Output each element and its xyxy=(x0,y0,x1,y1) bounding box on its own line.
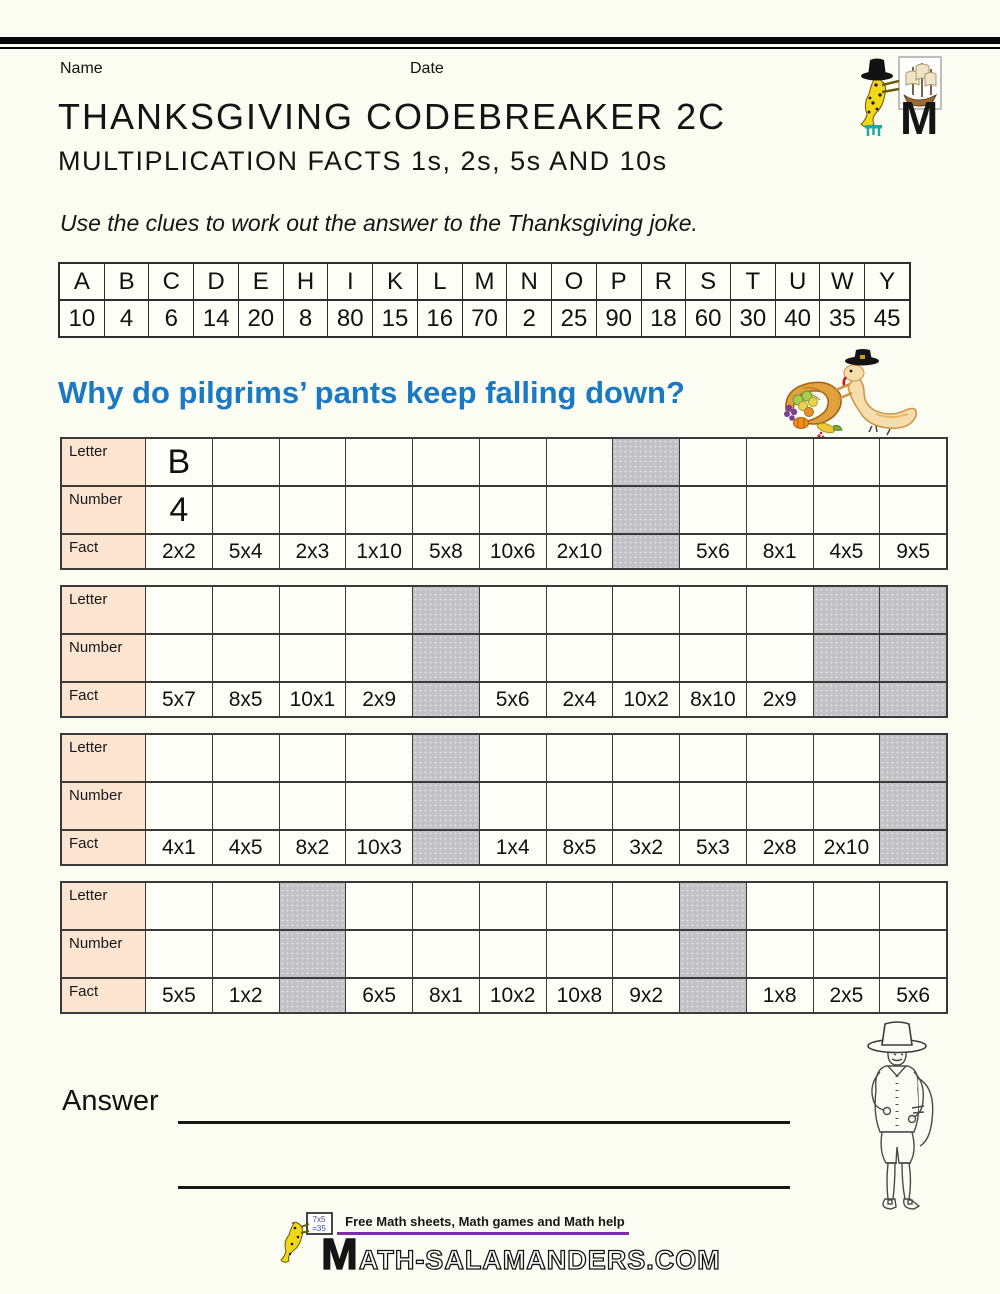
fact-cell: 3x2 xyxy=(613,831,680,864)
fact-row-label: Fact xyxy=(62,535,146,568)
worksheet-subtitle: MULTIPLICATION FACTS 1s, 2s, 5s AND 10s xyxy=(58,146,668,176)
fact-cell: 5x6 xyxy=(896,983,931,1007)
letter-blank-cell[interactable] xyxy=(547,587,614,633)
letter-blank-cell[interactable] xyxy=(747,883,814,929)
number-blank-cell[interactable] xyxy=(547,783,614,829)
number-blank-cell[interactable] xyxy=(480,931,547,977)
shaded-cell xyxy=(413,783,480,829)
code-letter-cell: D xyxy=(194,264,239,299)
fact-cell: 1x10 xyxy=(346,535,413,568)
code-number-cell: 10 xyxy=(60,301,105,336)
shaded-cell xyxy=(280,979,347,1012)
footer-tagline: Free Math sheets, Math games and Math help xyxy=(337,1210,629,1235)
fact-cell: 2x3 xyxy=(280,535,347,568)
code-number-cell: 6 xyxy=(149,301,194,336)
number-blank-cell[interactable] xyxy=(213,635,280,681)
shaded-cell xyxy=(880,683,946,716)
fact-cell: 1x8 xyxy=(747,979,814,1012)
code-number-cell: 18 xyxy=(642,301,687,336)
shaded-cell xyxy=(880,831,946,864)
letter-blank-cell[interactable] xyxy=(213,439,280,485)
joke-question: Why do pilgrims’ pants keep falling down? xyxy=(58,375,685,410)
number-blank-cell[interactable] xyxy=(346,783,413,829)
letter-blank-cell[interactable] xyxy=(680,587,747,633)
number-blank-cell[interactable] xyxy=(680,783,747,829)
letter-blank-cell[interactable] xyxy=(280,439,347,485)
letter-blank-cell[interactable] xyxy=(413,883,480,929)
number-blank-cell[interactable] xyxy=(747,635,814,681)
letter-value-cell: B xyxy=(146,439,213,485)
number-blank-cell[interactable] xyxy=(146,931,213,977)
fact-cell: 10x8 xyxy=(547,979,614,1012)
fact-cell: 8x1 xyxy=(747,535,814,568)
code-letter-cell: R xyxy=(642,264,687,299)
code-letter-cell: U xyxy=(776,264,821,299)
codebreaker-grid-1 xyxy=(60,437,948,570)
board-fact-line1: 7x5 xyxy=(312,1215,326,1224)
fact-row-label: Fact xyxy=(62,683,146,716)
shaded-cell xyxy=(880,587,946,633)
fact-cell: 10x1 xyxy=(280,683,347,716)
top-rule-thin xyxy=(0,47,1000,49)
code-letter-cell: B xyxy=(105,264,150,299)
shaded-cell xyxy=(413,683,480,716)
code-letter-cell: L xyxy=(418,264,463,299)
number-blank-cell[interactable] xyxy=(213,487,280,533)
fact-cell: 5x4 xyxy=(213,535,280,568)
letter-blank-cell[interactable] xyxy=(747,587,814,633)
number-blank-cell[interactable] xyxy=(814,783,881,829)
shaded-cell xyxy=(814,587,881,633)
number-row-label: Number xyxy=(62,931,146,977)
salamander-mayflower-logo-icon xyxy=(855,54,947,138)
fact-cell: 9x2 xyxy=(613,979,680,1012)
number-blank-cell[interactable] xyxy=(547,635,614,681)
number-blank-cell[interactable] xyxy=(680,635,747,681)
letter-blank-cell[interactable] xyxy=(413,439,480,485)
number-row-label: Number xyxy=(62,783,146,829)
fact-cell: 1x2 xyxy=(213,979,280,1012)
letter-blank-cell[interactable] xyxy=(146,735,213,781)
codebreaker-grid-4 xyxy=(60,881,948,1014)
cornucopia-salamander-icon xyxy=(776,348,922,440)
code-number-cell: 80 xyxy=(328,301,373,336)
letter-number-code-table xyxy=(58,262,911,338)
number-blank-cell[interactable] xyxy=(413,487,480,533)
letter-blank-cell[interactable] xyxy=(280,735,347,781)
letter-blank-cell[interactable] xyxy=(346,587,413,633)
shaded-cell xyxy=(680,979,747,1012)
code-number-cell: 14 xyxy=(194,301,239,336)
fact-cell: 10x3 xyxy=(346,831,413,864)
number-value-cell: 4 xyxy=(146,487,213,533)
footer xyxy=(0,1210,1000,1279)
code-number-cell: 90 xyxy=(597,301,642,336)
letter-blank-cell[interactable] xyxy=(547,883,614,929)
shaded-cell xyxy=(680,931,747,977)
letter-blank-cell[interactable] xyxy=(613,735,680,781)
shaded-cell xyxy=(413,587,480,633)
number-row-label: Number xyxy=(62,487,146,533)
name-field-label: Name xyxy=(60,60,103,77)
code-table-letter-row xyxy=(60,264,909,299)
fact-cell: 2x2 xyxy=(146,535,213,568)
shaded-cell xyxy=(413,831,480,864)
code-letter-cell: E xyxy=(239,264,284,299)
letter-blank-cell[interactable] xyxy=(680,439,747,485)
code-number-cell: 2 xyxy=(507,301,552,336)
number-row-label: Number xyxy=(62,635,146,681)
fact-cell: 8x1 xyxy=(413,979,480,1012)
fact-cell: 5x6 xyxy=(680,535,747,568)
letter-blank-cell[interactable] xyxy=(213,883,280,929)
shaded-cell xyxy=(413,735,480,781)
shaded-cell xyxy=(880,635,946,681)
number-blank-cell[interactable] xyxy=(346,931,413,977)
number-blank-cell[interactable] xyxy=(480,635,547,681)
code-number-cell: 4 xyxy=(105,301,150,336)
fact-cell: 2x4 xyxy=(547,683,614,716)
fact-cell: 8x5 xyxy=(547,831,614,864)
fact-cell: 6x5 xyxy=(346,979,413,1012)
code-letter-cell: P xyxy=(597,264,642,299)
fact-cell: 2x10 xyxy=(814,831,881,864)
letter-blank-cell[interactable] xyxy=(480,883,547,929)
code-table-number-row xyxy=(60,299,909,336)
letter-blank-cell[interactable] xyxy=(747,439,814,485)
number-blank-cell[interactable] xyxy=(613,783,680,829)
fact-cell: 4x5 xyxy=(814,535,881,568)
number-blank-cell[interactable] xyxy=(280,783,347,829)
code-letter-cell: O xyxy=(552,264,597,299)
number-blank-cell[interactable] xyxy=(880,487,946,533)
letter-blank-cell[interactable] xyxy=(346,883,413,929)
code-number-cell: 30 xyxy=(731,301,776,336)
number-blank-cell[interactable] xyxy=(814,487,881,533)
code-number-cell: 70 xyxy=(463,301,508,336)
answer-label: Answer xyxy=(62,1085,159,1117)
letter-row-label: Letter xyxy=(62,587,146,633)
code-letter-cell: N xyxy=(507,264,552,299)
fact-cell: 9x5 xyxy=(896,539,931,563)
code-letter-cell: H xyxy=(284,264,329,299)
fact-cell: 10x6 xyxy=(480,535,547,568)
number-blank-cell[interactable] xyxy=(346,487,413,533)
fact-cell: 2x10 xyxy=(547,535,614,568)
letter-blank-cell[interactable] xyxy=(547,735,614,781)
letter-blank-cell[interactable] xyxy=(480,735,547,781)
code-letter-cell: C xyxy=(149,264,194,299)
fact-cell: 8x2 xyxy=(280,831,347,864)
shaded-cell xyxy=(814,635,881,681)
letter-blank-cell[interactable] xyxy=(880,439,946,485)
letter-blank-cell[interactable] xyxy=(346,735,413,781)
fact-cell: 4x5 xyxy=(213,831,280,864)
fact-cell: 2x8 xyxy=(747,831,814,864)
shaded-cell xyxy=(280,883,347,929)
fact-cell: 4x1 xyxy=(146,831,213,864)
code-number-cell: 40 xyxy=(776,301,821,336)
footer-site-name[interactable]: MATH-SALAMANDERS.COM xyxy=(321,1230,721,1279)
fact-row-label: Fact xyxy=(62,831,146,864)
shaded-cell xyxy=(613,487,680,533)
code-number-cell: 16 xyxy=(418,301,463,336)
worksheet-title: THANKSGIVING CODEBREAKER 2C xyxy=(58,96,727,137)
code-number-cell: 60 xyxy=(686,301,731,336)
letter-blank-cell[interactable] xyxy=(613,883,680,929)
code-letter-cell: S xyxy=(686,264,731,299)
letter-blank-cell[interactable] xyxy=(880,883,946,929)
letter-blank-cell[interactable] xyxy=(146,587,213,633)
letter-blank-cell[interactable] xyxy=(213,735,280,781)
letter-blank-cell[interactable] xyxy=(547,439,614,485)
instruction-text: Use the clues to work out the answer to the Thanksgiving joke. xyxy=(60,210,698,236)
fact-cell: 2x9 xyxy=(346,683,413,716)
letter-blank-cell[interactable] xyxy=(480,587,547,633)
fact-cell: 5x5 xyxy=(146,979,213,1012)
letter-blank-cell[interactable] xyxy=(480,439,547,485)
shaded-cell xyxy=(680,883,747,929)
letter-blank-cell[interactable] xyxy=(680,735,747,781)
number-blank-cell[interactable] xyxy=(480,783,547,829)
code-letter-cell: A xyxy=(60,264,105,299)
top-rule-thick xyxy=(0,37,1000,44)
number-blank-cell[interactable] xyxy=(480,487,547,533)
shaded-cell xyxy=(880,783,946,829)
letter-blank-cell[interactable] xyxy=(346,439,413,485)
letter-blank-cell[interactable] xyxy=(146,883,213,929)
answer-blank-line-1[interactable] xyxy=(178,1121,790,1124)
number-blank-cell[interactable] xyxy=(213,931,280,977)
number-blank-cell[interactable] xyxy=(747,487,814,533)
date-field-label: Date xyxy=(410,60,444,77)
code-number-cell: 20 xyxy=(239,301,284,336)
number-blank-cell[interactable] xyxy=(613,635,680,681)
letter-blank-cell[interactable] xyxy=(814,883,881,929)
fact-cell: 5x7 xyxy=(146,683,213,716)
codebreaker-grid-3 xyxy=(60,733,948,866)
code-letter-cell: M xyxy=(463,264,508,299)
number-blank-cell[interactable] xyxy=(280,635,347,681)
letter-blank-cell[interactable] xyxy=(747,735,814,781)
number-blank-cell[interactable] xyxy=(747,783,814,829)
shaded-cell xyxy=(613,535,680,568)
number-blank-cell[interactable] xyxy=(814,931,881,977)
number-blank-cell[interactable] xyxy=(547,931,614,977)
shaded-cell xyxy=(613,439,680,485)
fact-cell: 5x6 xyxy=(480,683,547,716)
code-letter-cell: T xyxy=(731,264,776,299)
fact-cell: 5x3 xyxy=(680,831,747,864)
fact-cell: 5x8 xyxy=(413,535,480,568)
code-number-cell: 35 xyxy=(820,301,865,336)
code-number-cell: 8 xyxy=(284,301,329,336)
letter-blank-cell[interactable] xyxy=(213,587,280,633)
letter-blank-cell[interactable] xyxy=(814,735,881,781)
letter-blank-cell[interactable] xyxy=(613,587,680,633)
fact-cell: 10x2 xyxy=(480,979,547,1012)
code-number-cell: 25 xyxy=(552,301,597,336)
fact-cell: 8x10 xyxy=(680,683,747,716)
number-blank-cell[interactable] xyxy=(146,783,213,829)
letter-blank-cell[interactable] xyxy=(814,439,881,485)
fact-cell: 1x4 xyxy=(480,831,547,864)
number-blank-cell[interactable] xyxy=(680,487,747,533)
letter-row-label: Letter xyxy=(62,439,146,485)
number-blank-cell[interactable] xyxy=(280,487,347,533)
number-blank-cell[interactable] xyxy=(346,635,413,681)
board-fact-line2: =35 xyxy=(312,1224,326,1233)
number-blank-cell[interactable] xyxy=(613,931,680,977)
number-blank-cell[interactable] xyxy=(213,783,280,829)
number-blank-cell[interactable] xyxy=(146,635,213,681)
number-blank-cell[interactable] xyxy=(413,931,480,977)
shaded-cell xyxy=(280,931,347,977)
code-number-cell: 15 xyxy=(373,301,418,336)
shaded-cell xyxy=(814,683,881,716)
code-letter-cell: W xyxy=(820,264,865,299)
number-blank-cell[interactable] xyxy=(547,487,614,533)
letter-blank-cell[interactable] xyxy=(280,587,347,633)
code-number-cell: 45 xyxy=(873,304,901,332)
fact-cell: 2x9 xyxy=(747,683,814,716)
fact-row-label: Fact xyxy=(62,979,146,1012)
fact-cell: 10x2 xyxy=(613,683,680,716)
code-letter-cell: Y xyxy=(879,267,896,295)
shaded-cell xyxy=(880,735,946,781)
number-blank-cell[interactable] xyxy=(880,931,946,977)
answer-blank-line-2[interactable] xyxy=(178,1186,790,1189)
letter-row-label: Letter xyxy=(62,883,146,929)
shaded-cell xyxy=(413,635,480,681)
code-letter-cell: I xyxy=(328,264,373,299)
fact-cell: 8x5 xyxy=(213,683,280,716)
svg-text:M: M xyxy=(900,92,939,138)
fact-cell: 2x5 xyxy=(814,979,881,1012)
pilgrim-man-icon xyxy=(850,1020,968,1226)
letter-row-label: Letter xyxy=(62,735,146,781)
code-letter-cell: K xyxy=(373,264,418,299)
codebreaker-grid-2 xyxy=(60,585,948,718)
number-blank-cell[interactable] xyxy=(747,931,814,977)
